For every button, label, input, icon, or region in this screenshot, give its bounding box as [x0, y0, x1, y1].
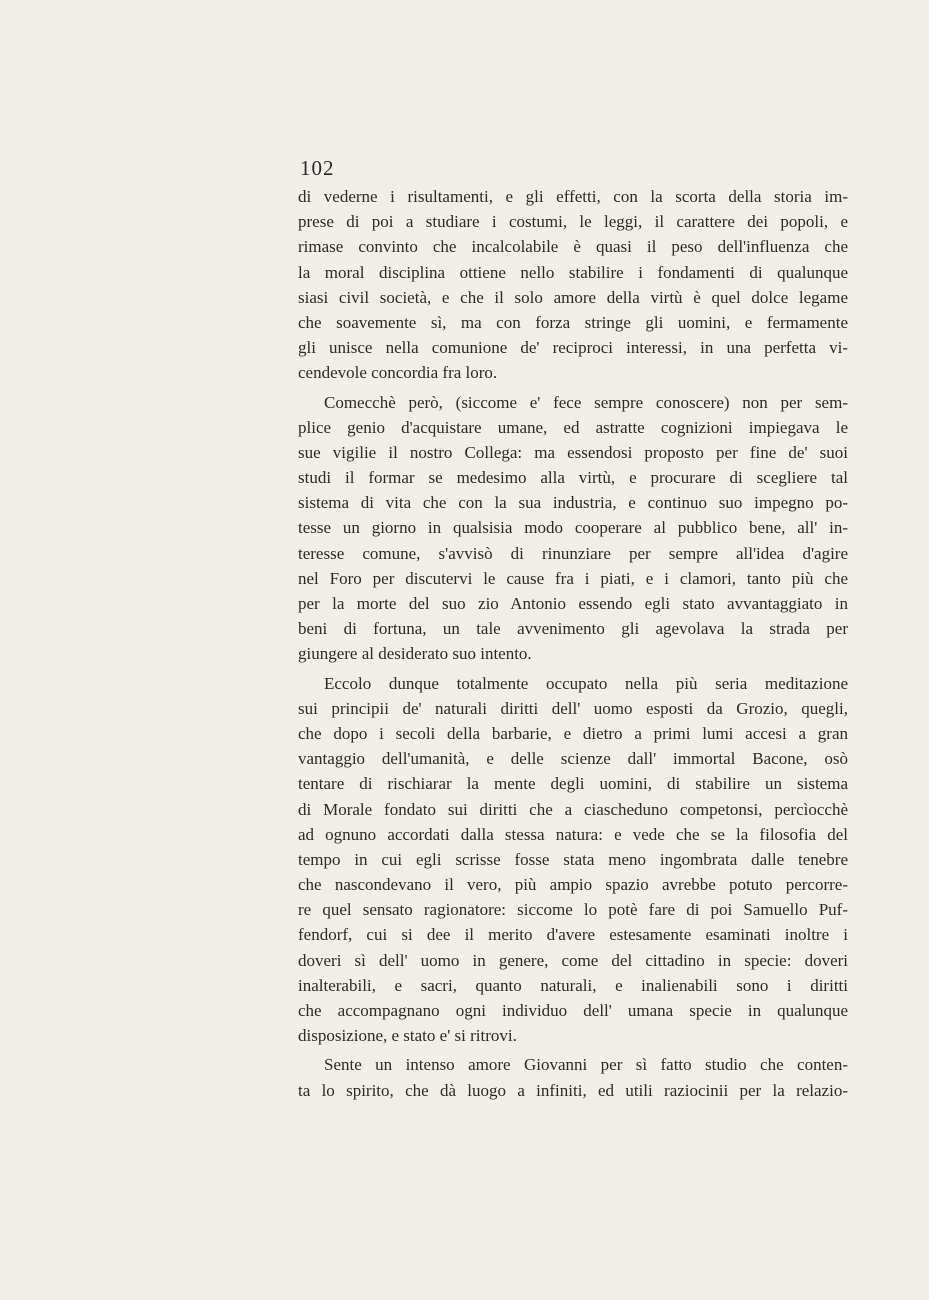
text-line: ad ognuno accordati dalla stessa natura: e vede che se la filosofia del	[298, 824, 848, 844]
body-text	[298, 184, 848, 1107]
text-line: Eccolo dunque totalmente occupato nella più seria meditazione	[324, 673, 848, 693]
text-line: la moral disciplina ottiene nello stabilire i fondamenti di qualunque	[298, 262, 848, 282]
text-line: Sente un intenso amore Giovanni per sì fatto studio che conten-	[324, 1055, 848, 1075]
text-line: nel Foro per discutervi le cause fra i piati, e i clamori, tanto più che	[298, 568, 848, 588]
text-line: cendevole concordia fra loro.	[298, 363, 498, 383]
text-line: disposizione, e stato e' si ritrovi.	[298, 1026, 517, 1046]
text-line: re quel sensato ragionatore: siccome lo potè fare di poi Samuello Puf-	[298, 900, 848, 920]
paragraph	[298, 390, 848, 667]
text-line: prese di poi a studiare i costumi, le leggi, il carattere dei popoli, e	[298, 212, 848, 232]
text-line: fendorf, cui si dee il merito d'avere estesamente esaminati inoltre i	[298, 925, 848, 945]
paragraph	[298, 184, 848, 386]
text-line: tempo in cui egli scrisse fosse stata meno ingombrata dalle tenebre	[298, 849, 848, 869]
text-line: che accompagnano ogni individuo dell' umana specie in qualunque	[298, 1001, 848, 1020]
paragraph	[298, 671, 848, 1049]
text-line: di vederne i risultamenti, e gli effetti, con la scorta della storia im-	[298, 187, 848, 206]
text-line: ta lo spirito, che dà luogo a infiniti, ed utili raziocinii per la relazio-	[298, 1080, 848, 1100]
text-line: Comecchè però, (siccome e' fece sempre conoscere) non per sem-	[324, 392, 848, 412]
text-line: teresse comune, s'avvisò di rinunziare per sempre all'idea d'agire	[298, 543, 848, 563]
text-line: rimase convinto che incalcolabile è quasi il peso dell'influenza che	[298, 237, 848, 257]
text-line: siasi civil società, e che il solo amore della virtù è quel dolce legame	[298, 287, 848, 307]
text-line: sue vigilie il nostro Collega: ma essendosi proposto per fine de' suoi	[298, 442, 848, 462]
text-line: gli unisce nella comunione de' reciproci interessi, in una perfetta vi-	[298, 338, 848, 358]
text-line: doveri sì dell' uomo in genere, come del cittadino in specie: doveri	[298, 950, 848, 970]
text-line: che soavemente sì, ma con forza stringe gli uomini, e fermamente	[298, 312, 848, 332]
text-line: tesse un giorno in qualsisia modo cooperare al pubblico bene, all' in-	[298, 518, 848, 538]
text-line: plice genio d'acquistare umane, ed astratte cognizioni impiegava le	[298, 417, 848, 437]
text-line: sui principii de' naturali diritti dell' uomo esposti da Grozio, quegli,	[298, 698, 848, 718]
page-number: 102	[300, 156, 335, 180]
paragraph	[298, 1052, 848, 1102]
text-line: studi il formar se medesimo alla virtù, e procurare di scegliere tal	[298, 468, 848, 488]
text-line: giungere al desiderato suo intento.	[298, 644, 532, 664]
text-line: che nascondevano il vero, più ampio spazio avrebbe potuto percorre-	[298, 875, 848, 895]
text-line: di Morale fondato sui diritti che a ciascheduno competonsi, percìocchè	[298, 799, 848, 819]
text-line: beni di fortuna, un tale avvenimento gli agevolava la strada per	[298, 619, 848, 639]
text-line: per la morte del suo zio Antonio essendo egli stato avvantaggiato in	[298, 594, 848, 613]
text-line: tentare di rischiarar la mente degli uomini, di stabilire un sistema	[298, 774, 848, 794]
text-line: che dopo i secoli della barbarie, e dietro a primi lumi accesi a gran	[298, 723, 848, 743]
text-line: inalterabili, e sacri, quanto naturali, e inalienabili sono i diritti	[298, 975, 848, 995]
text-line: vantaggio dell'umanità, e delle scienze dall' immortal Bacone, osò	[298, 749, 848, 769]
text-line: sistema di vita che con la sua industria, e continuo suo impegno po-	[298, 493, 848, 513]
